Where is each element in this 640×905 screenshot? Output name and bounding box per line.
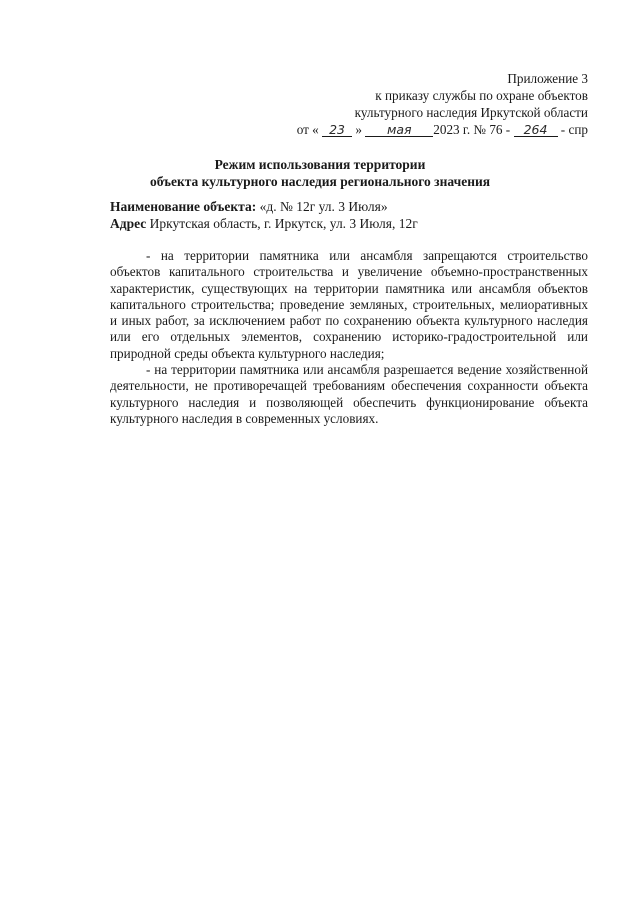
appendix-number: Приложение 3 — [507, 71, 588, 86]
object-name-label: Наименование объекта: — [110, 199, 257, 214]
order-suffix: - спр — [560, 122, 588, 137]
handwritten-day: 23 — [322, 121, 352, 138]
object-address-label: Адрес — [110, 216, 147, 231]
appendix-header — [297, 70, 588, 138]
document-title — [0, 156, 640, 190]
order-date-line — [297, 121, 588, 138]
regulation-body — [110, 248, 588, 427]
handwritten-month: мая — [365, 121, 433, 138]
order-prefix: от « — [296, 122, 319, 137]
handwritten-order-number: 264 — [514, 121, 558, 138]
title-line-1: Режим использования территории — [214, 157, 426, 172]
order-year-number: 2023 г. № 76 - — [433, 122, 511, 137]
appendix-authority: культурного наследия Иркутской области — [354, 105, 588, 120]
appendix-order-ref: к приказу службы по охране объектов — [375, 88, 588, 103]
object-address-row — [110, 215, 588, 232]
paragraph-permissions: - на территории памятника или ансамбля разрешается ведение хозяйственной деятельности, не противоречащей требованиям обеспечения сохранности объекта культурного наследия и позволяющей обеспечить функционирование объекта культурного наследия в современных условиях. — [110, 362, 588, 426]
object-info — [110, 198, 588, 232]
title-line-2: объекта культурного наследия регионального значения — [149, 174, 491, 189]
object-name-value: «д. № 12г ул. 3 Июля» — [259, 199, 388, 214]
object-name-row — [110, 198, 588, 215]
object-address-value: Иркутская область, г. Иркутск, ул. 3 Июля, 12г — [149, 216, 418, 231]
paragraph-prohibitions: - на территории памятника или ансамбля запрещаются строительство объектов капитального строительства и увеличение объемно-пространственных характеристик, существующих на территории памятника или ансамбля объектов капитального строительства; проведение земляных, строительных, мелиоративных и иных работ, за исключением работ по сохранению объекта культурного наследия или его отдельных элементов, сохранению историко-градостроительной или природной среды объекта культурного наследия; — [110, 248, 588, 361]
order-day-close: » — [355, 122, 362, 137]
